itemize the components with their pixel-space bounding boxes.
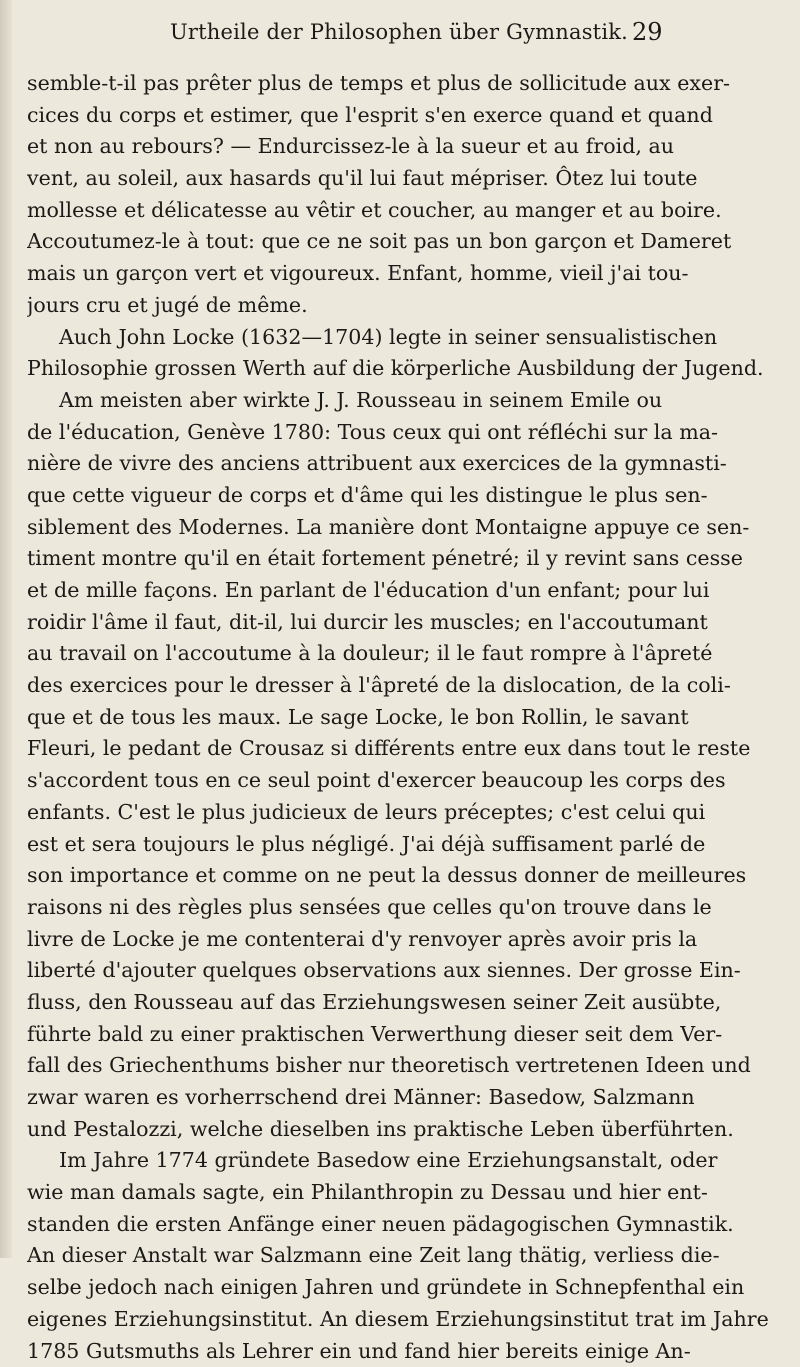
paragraph-start-line: Am meisten aber wirkte J. J. Rousseau in seinem Emile ou <box>27 385 771 417</box>
text-line: roidir l'âme il faut, dit-il, lui durcir les muscles; en l'accoutumant <box>27 607 771 639</box>
text-line: und Pestalozzi, welche dieselben ins praktische Leben überführten. <box>27 1114 771 1146</box>
text-line: nière de vivre des anciens attribuent aux exercices de la gymnasti- <box>27 448 771 480</box>
text-line: au travail on l'accoutume à la douleur; il le faut rompre à l'âpreté <box>27 638 771 670</box>
body-text <box>27 68 771 1367</box>
paragraph-start-line: Auch John Locke (1632—1704) legte in seiner sensualistischen <box>27 322 771 354</box>
text-line: que cette vigueur de corps et d'âme qui les distingue le plus sen- <box>27 480 771 512</box>
text-line: liberté d'ajouter quelques observations aux siennes. Der grosse Ein- <box>27 955 771 987</box>
text-line: et non au rebours? — Endurcissez-le à la sueur et au froid, au <box>27 131 771 163</box>
text-line: timent montre qu'il en était fortement pénetré; il y revint sans cesse <box>27 543 771 575</box>
running-header: Urtheile der Philosophen über Gymnastik. <box>170 20 660 44</box>
paragraph-start-line: Im Jahre 1774 gründete Basedow eine Erziehungsanstalt, oder <box>27 1145 771 1177</box>
text-line: siblement des Modernes. La manière dont Montaigne appuye ce sen- <box>27 512 771 544</box>
text-line: Accoutumez-le à tout: que ce ne soit pas un bon garçon et Dameret <box>27 226 771 258</box>
text-line: des exercices pour le dresser à l'âpreté de la dislocation, de la coli- <box>27 670 771 702</box>
text-line: standen die ersten Anfänge einer neuen pädagogischen Gymnastik. <box>27 1209 771 1241</box>
text-line: zwar waren es vorherrschend drei Männer: Basedow, Salzmann <box>27 1082 771 1114</box>
text-line: son importance et comme on ne peut la dessus donner de meilleures <box>27 860 771 892</box>
text-line: fluss, den Rousseau auf das Erziehungswesen seiner Zeit ausübte, <box>27 987 771 1019</box>
text-line: est et sera toujours le plus négligé. J'ai déjà suffisament parlé de <box>27 829 771 861</box>
page-gutter-shadow <box>0 0 12 1258</box>
text-line: enfants. C'est le plus judicieux de leurs préceptes; c'est celui qui <box>27 797 771 829</box>
text-line: 1785 Gutsmuths als Lehrer ein und fand hier bereits einige An- <box>27 1336 771 1367</box>
text-line: cices du corps et estimer, que l'esprit s'en exerce quand et quand <box>27 100 771 132</box>
text-line: s'accordent tous en ce seul point d'exercer beaucoup les corps des <box>27 765 771 797</box>
text-line: semble-t-il pas prêter plus de temps et plus de sollicitude aux exer- <box>27 68 771 100</box>
text-line: selbe jedoch nach einigen Jahren und gründete in Schnepfenthal ein <box>27 1272 771 1304</box>
text-line: et de mille façons. En parlant de l'éducation d'un enfant; pour lui <box>27 575 771 607</box>
text-line: eigenes Erziehungsinstitut. An diesem Erziehungsinstitut trat im Jahre <box>27 1304 771 1336</box>
text-line: führte bald zu einer praktischen Verwerthung dieser seit dem Ver- <box>27 1019 771 1051</box>
text-line: Philosophie grossen Werth auf die körperliche Ausbildung der Jugend. <box>27 353 771 385</box>
text-line: fall des Griechenthums bisher nur theoretisch vertretenen Ideen und <box>27 1050 771 1082</box>
text-line: An dieser Anstalt war Salzmann eine Zeit lang thätig, verliess die- <box>27 1240 771 1272</box>
text-line: jours cru et jugé de même. <box>27 290 771 322</box>
text-line: mais un garçon vert et vigoureux. Enfant, homme, vieil j'ai tou- <box>27 258 771 290</box>
text-line: Fleuri, le pedant de Crousaz si différents entre eux dans tout le reste <box>27 733 771 765</box>
text-line: que et de tous les maux. Le sage Locke, le bon Rollin, le savant <box>27 702 771 734</box>
text-line: raisons ni des règles plus sensées que celles qu'on trouve dans le <box>27 892 771 924</box>
text-line: mollesse et délicatesse au vêtir et coucher, au manger et au boire. <box>27 195 771 227</box>
text-line: livre de Locke je me contenterai d'y renvoyer après avoir pris la <box>27 924 771 956</box>
text-line: vent, au soleil, aux hasards qu'il lui faut mépriser. Ôtez lui toute <box>27 163 771 195</box>
text-line: de l'éducation, Genève 1780: Tous ceux qui ont réfléchi sur la ma- <box>27 417 771 449</box>
page-number: 29 <box>632 18 663 46</box>
text-line: wie man damals sagte, ein Philanthropin zu Dessau und hier ent- <box>27 1177 771 1209</box>
